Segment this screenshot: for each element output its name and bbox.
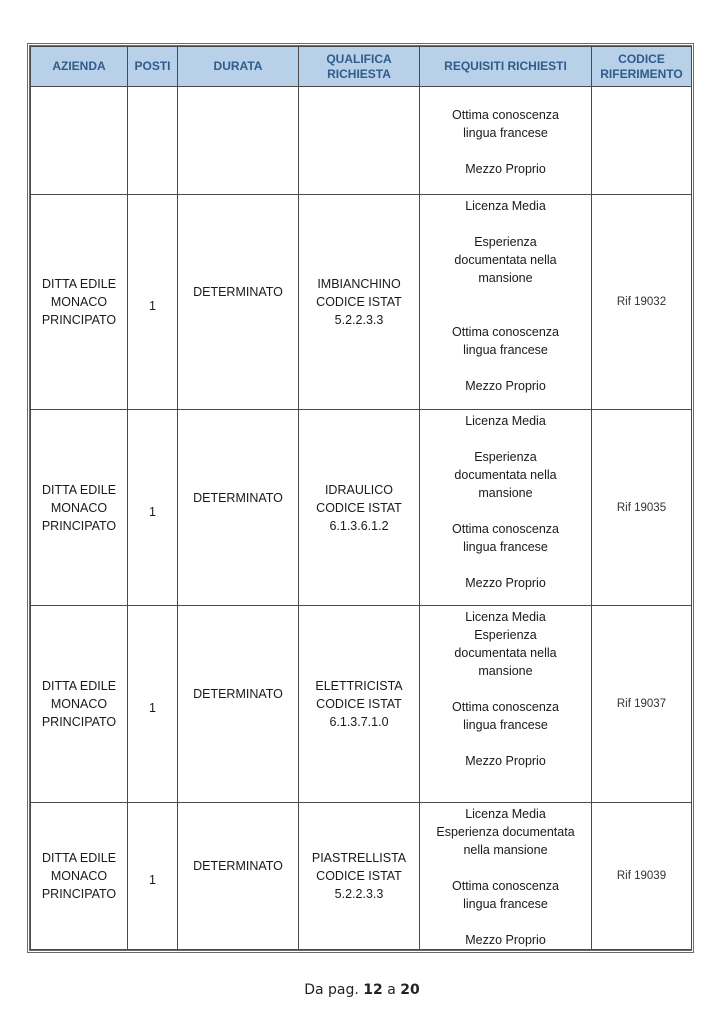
qualifica-line: CODICE ISTAT <box>316 869 402 883</box>
requisito-line: Esperienza <box>474 628 537 642</box>
azienda-line: DITTA EDILE <box>41 679 117 693</box>
table-row <box>31 195 692 410</box>
qualifica-line: CODICE ISTAT <box>316 500 402 515</box>
cell-requisiti <box>420 410 592 606</box>
qualifica-line: IMBIANCHINO <box>317 277 401 291</box>
requisito-line: Mezzo Proprio <box>465 754 546 768</box>
cell-posti <box>128 195 178 410</box>
requisito-line: Ottima conoscenza <box>452 107 559 122</box>
cell-codice: Rif 19039 <box>592 803 692 950</box>
table-header-row <box>31 47 692 87</box>
azienda-line: MONACO <box>50 869 108 883</box>
header-qualifica-label: QUALIFICA RICHIESTA <box>326 51 392 81</box>
header-durata: DURATA <box>178 47 299 87</box>
cell-posti <box>128 606 178 803</box>
cell-requisiti <box>420 87 592 195</box>
cell-azienda <box>31 803 128 950</box>
cell-azienda <box>31 87 128 195</box>
cell-requisiti <box>420 195 592 410</box>
qualifica-line: IDRAULICO <box>324 482 394 497</box>
requisito-line: lingua francese <box>463 540 548 554</box>
table-row <box>31 803 692 950</box>
header-codice-label: CODICE RIFERIMENTO <box>600 51 683 81</box>
requisito-line: lingua francese <box>463 897 548 911</box>
requisito-line: mansione <box>478 486 533 500</box>
cell-durata <box>178 87 299 195</box>
posti-value: 1 <box>149 701 156 715</box>
footer-middle: a <box>387 982 396 998</box>
durata-value: DETERMINATO <box>193 490 283 505</box>
posti-value: 1 <box>149 299 156 313</box>
requisito-line: Esperienza <box>474 235 537 249</box>
header-requisiti: REQUISITI RICHIESTI <box>420 47 592 87</box>
requisito-line: mansione <box>478 664 533 678</box>
azienda-line: PRINCIPATO <box>41 887 117 901</box>
page-range-footer <box>0 982 724 998</box>
posti-value: 1 <box>149 504 156 519</box>
requisito-line: Mezzo Proprio <box>465 379 546 393</box>
azienda-line: PRINCIPATO <box>41 715 117 729</box>
requisito-line: Ottima conoscenza <box>452 879 559 893</box>
cell-codice <box>592 87 692 195</box>
requisito-line: Ottima conoscenza <box>452 522 559 536</box>
qualifica-line: 6.1.3.6.1.2 <box>329 518 389 533</box>
qualifica-line: ELETTRICISTA <box>315 679 403 693</box>
requisito-line: Licenza Media <box>465 414 546 428</box>
requisito-line: Mezzo Proprio <box>465 161 546 176</box>
azienda-line: PRINCIPATO <box>41 518 117 533</box>
header-qualifica <box>299 47 420 87</box>
header-codice <box>592 47 692 87</box>
header-posti: POSTI <box>128 47 178 87</box>
cell-azienda <box>31 410 128 606</box>
cell-codice: Rif 19035 <box>592 410 692 606</box>
footer-from-page: 12 <box>363 982 383 998</box>
requisito-line: mansione <box>478 271 533 285</box>
table-row <box>31 606 692 803</box>
requisito-line: Mezzo Proprio <box>465 933 546 947</box>
cell-posti <box>128 803 178 950</box>
qualifica-line: CODICE ISTAT <box>316 295 402 309</box>
requisito-line: lingua francese <box>463 125 548 140</box>
cell-azienda <box>31 606 128 803</box>
table-row <box>31 87 692 195</box>
cell-codice: Rif 19037 <box>592 606 692 803</box>
requisito-line: Esperienza <box>474 450 537 464</box>
qualifica-line: 5.2.2.3.3 <box>334 887 384 901</box>
cell-durata <box>178 803 299 950</box>
azienda-line: DITTA EDILE <box>41 277 117 291</box>
durata-value: DETERMINATO <box>193 285 283 299</box>
cell-posti <box>128 87 178 195</box>
cell-durata <box>178 606 299 803</box>
cell-qualifica <box>299 87 420 195</box>
requisito-line: Esperienza documentata <box>436 825 575 839</box>
durata-value: DETERMINATO <box>193 687 283 701</box>
requisito-line: lingua francese <box>463 718 548 732</box>
cell-qualifica <box>299 803 420 950</box>
cell-codice: Rif 19032 <box>592 195 692 410</box>
cell-posti <box>128 410 178 606</box>
requisito-line: Mezzo Proprio <box>465 576 546 590</box>
requisito-line: documentata nella <box>454 253 557 267</box>
footer-to-page: 20 <box>400 982 420 998</box>
azienda-line: MONACO <box>50 295 108 309</box>
requisito-line: Licenza Media <box>465 199 546 213</box>
qualifica-line: PIASTRELLISTA <box>311 851 407 865</box>
requisito-line: Licenza Media <box>465 807 546 821</box>
durata-value: DETERMINATO <box>193 859 283 873</box>
qualifica-line: 6.1.3.7.1.0 <box>329 715 389 729</box>
azienda-line: MONACO <box>50 697 108 711</box>
qualifica-line: 5.2.2.3.3 <box>334 313 384 327</box>
azienda-line: DITTA EDILE <box>41 482 117 497</box>
azienda-line: DITTA EDILE <box>41 851 117 865</box>
job-offers-table <box>30 46 692 950</box>
job-offers-table-frame <box>27 43 694 953</box>
cell-requisiti <box>420 803 592 950</box>
requisito-line: Ottima conoscenza <box>452 325 559 339</box>
requisito-line: nella mansione <box>463 843 548 857</box>
cell-requisiti <box>420 606 592 803</box>
cell-qualifica <box>299 410 420 606</box>
cell-qualifica <box>299 195 420 410</box>
qualifica-line: CODICE ISTAT <box>316 697 402 711</box>
header-azienda: AZIENDA <box>31 47 128 87</box>
requisito-line: documentata nella <box>454 646 557 660</box>
azienda-line: MONACO <box>50 500 108 515</box>
table-row <box>31 410 692 606</box>
footer-prefix: Da pag. <box>304 982 359 998</box>
requisito-line: lingua francese <box>463 343 548 357</box>
requisito-line: documentata nella <box>454 468 557 482</box>
posti-value: 1 <box>149 873 156 887</box>
requisito-line: Ottima conoscenza <box>452 700 559 714</box>
azienda-line: PRINCIPATO <box>41 313 117 327</box>
cell-azienda <box>31 195 128 410</box>
cell-qualifica <box>299 606 420 803</box>
requisito-line: Licenza Media <box>465 610 546 624</box>
cell-durata <box>178 195 299 410</box>
cell-durata <box>178 410 299 606</box>
